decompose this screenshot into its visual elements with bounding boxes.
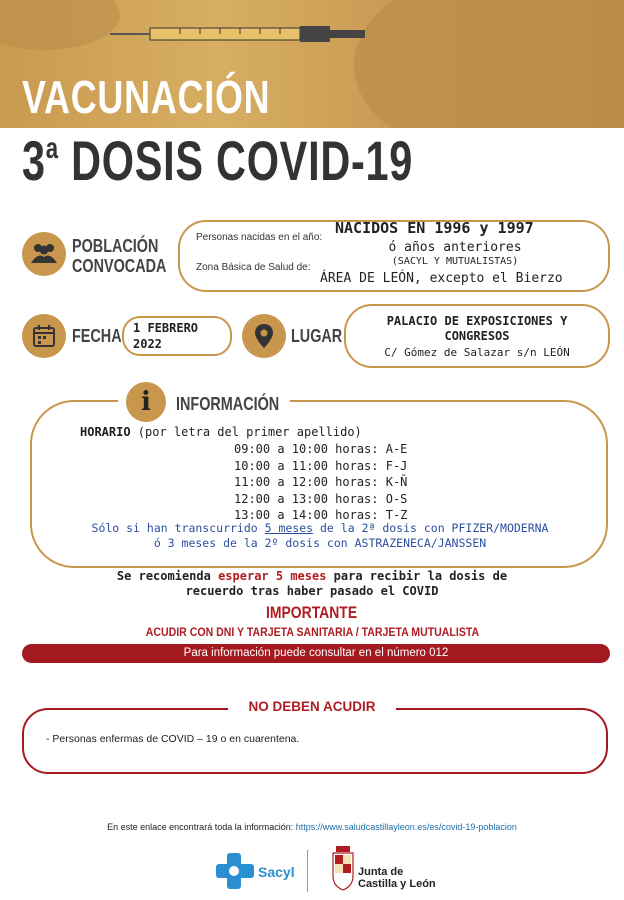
horario-slots [234,441,407,524]
footer-divider [307,850,308,892]
title-vacunacion: VACUNACIÓN [22,71,271,123]
lugar-address: C/ Gómez de Salazar s/n LEÓN [384,346,570,359]
sacyl-text: Sacyl [258,864,295,880]
location-pin-icon [242,314,286,358]
footer-text: En este enlace encontrará toda la información: https://www.saludcastillayleon.es/es/covid-19-poblacion [107,822,517,832]
field-zona-label: Zona Básica de Salud de: [196,262,311,273]
calendar-icon [22,314,66,358]
title-dosis: 3$^a$ DOSIS COVID-19 [22,129,414,192]
junta-text: Junta de Castilla y León [358,866,436,890]
field-nacidos-label: Personas nacidas en el año: [196,232,323,243]
info-icon: i [126,382,166,422]
footer-link[interactable]: https://www.saludcastillayleon.es/es/covid-19-poblacion [295,822,517,832]
condition-astrazeneca: ó 3 meses de la 2º dosis con ASTRAZENECA/JANSSEN [153,536,487,550]
importante-title: IMPORTANTE [266,603,358,622]
condition-pfizer: Sólo si han transcurrido 5 meses de la 2ª dosis con PFIZER/MODERNA [91,521,549,535]
fecha-value: 1 FEBRERO 2022 [133,321,199,351]
slot-item: 10:00 a 11:00 horas: F-J [234,458,408,473]
slot-item: 13:00 a 14:00 horas: T-Z [234,508,408,522]
people-icon [22,232,66,276]
importante-subtitle: ACUDIR CON DNI Y TARJETA SANITARIA / TARJETA MUTUALISTA [145,625,479,639]
slot-item: 11:00 a 12:00 horas: K-Ñ [234,475,408,489]
lugar-label: LUGAR [291,326,343,346]
poblacion-label: POBLACIÓN CONVOCADA [72,236,167,276]
junta-shield-icon [332,846,354,897]
sacyl-value: (SACYL Y MUTUALISTAS) [391,256,519,267]
sacyl-logo [214,853,256,894]
nacidos-value: NACIDOS EN 1996 y 1997 [335,219,534,237]
slot-item: 09:00 a 10:00 horas: A-E [234,442,408,456]
info-phone-bar: Para información puede consultar en el número 012 [22,644,610,663]
lugar-name: PALACIO DE EXPOSICIONES Y CONGRESOS [386,314,568,343]
anteriores-value: ó años anteriores [388,240,522,255]
no-acudir-title: NO DEBEN ACUDIR [228,699,396,714]
no-acudir-item: - Personas enfermas de COVID – 19 o en cuarentena. [46,733,300,745]
fecha-label: FECHA [72,326,122,346]
horario-heading: HORARIO (por letra del primer apellido) [80,425,362,439]
recomendacion-text: Se recomienda esperar 5 meses para recibir la dosis de recuerdo tras haber pasado el COVID [116,569,508,598]
syringe-icon [110,18,370,48]
slot-item: 12:00 a 13:00 horas: O-S [234,491,408,506]
sacyl-cross-icon [214,853,256,889]
area-value: ÁREA DE LEÓN, excepto el Bierzo [320,271,563,286]
info-label: INFORMACIÓN [176,394,280,414]
